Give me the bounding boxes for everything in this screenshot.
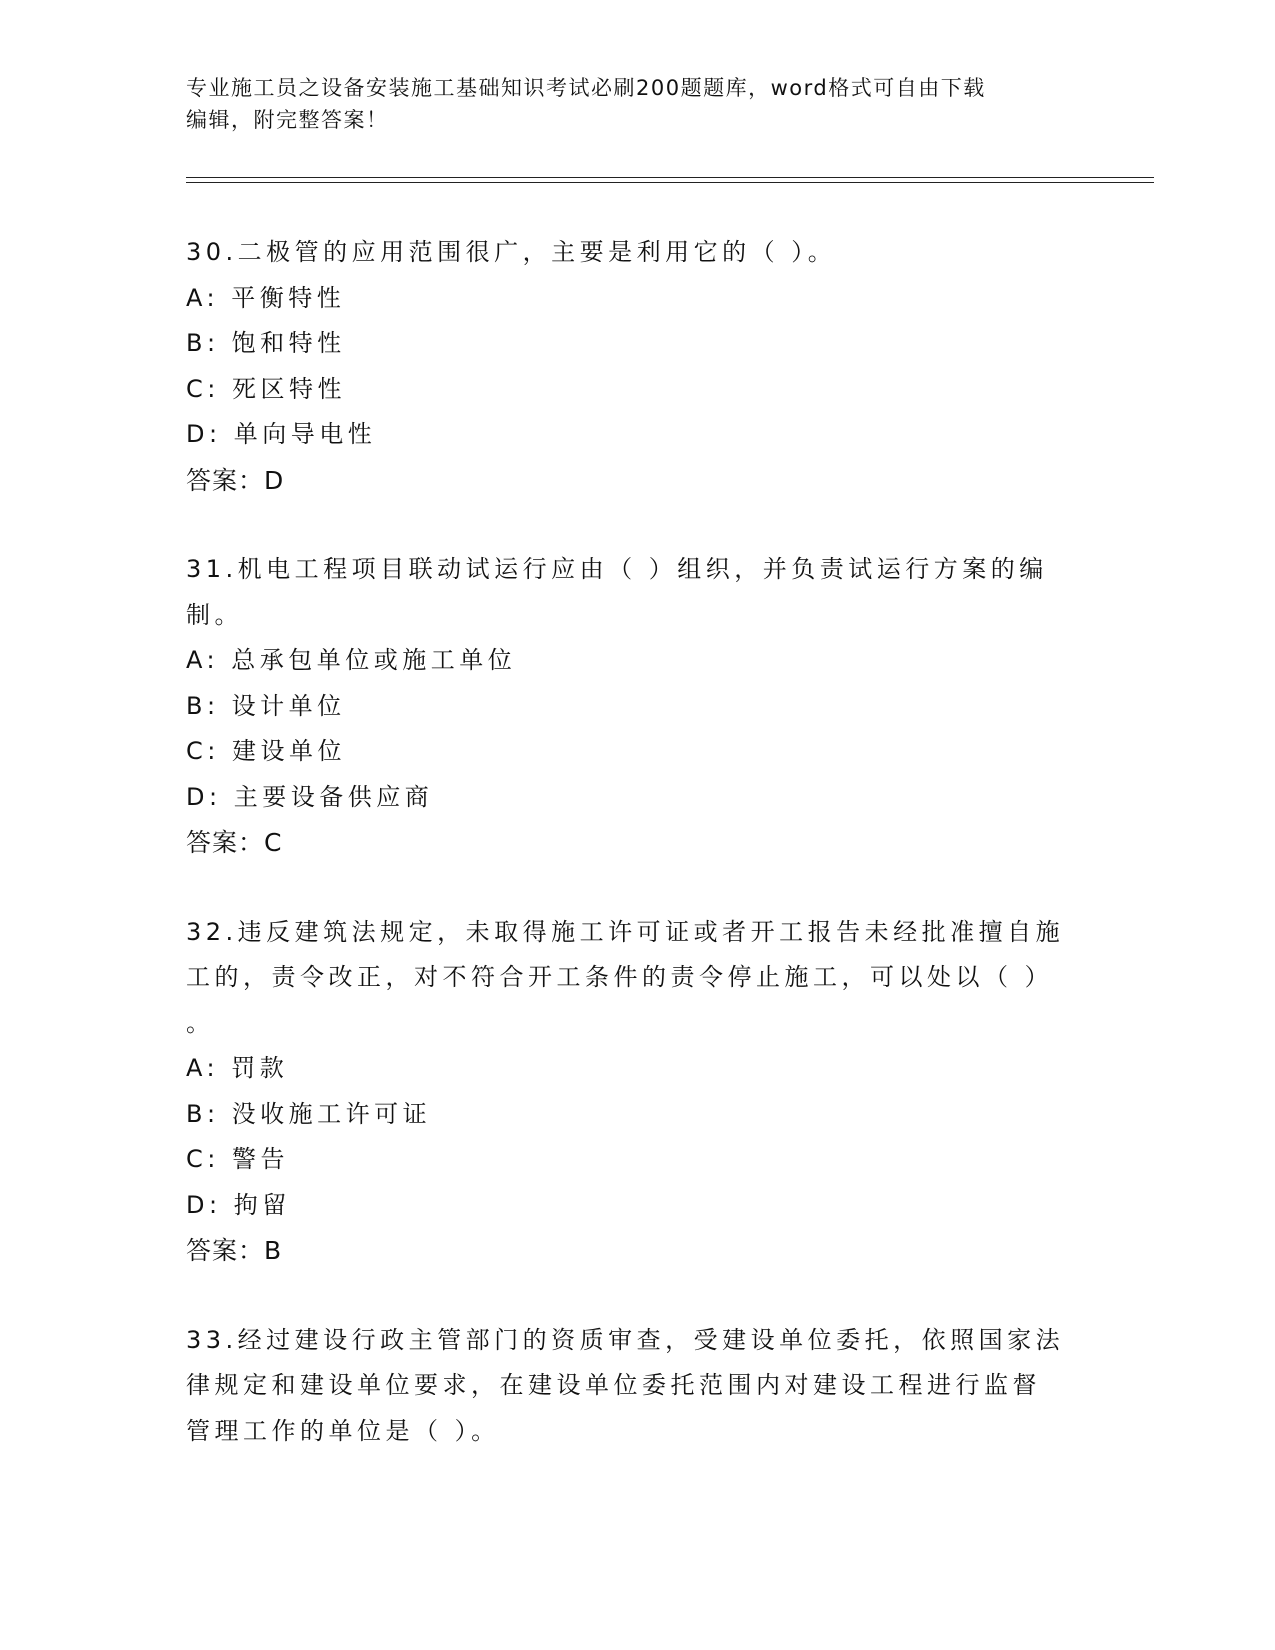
option-c: C: 死区特性: [186, 374, 346, 403]
question-stem-line: 制。: [186, 600, 243, 629]
question-stem-line: 33.经过建设行政主管部门的资质审查，受建设单位委托，依照国家法: [186, 1325, 1065, 1354]
document-header: [186, 72, 1066, 136]
question-stem-line: 32.违反建筑法规定，未取得施工许可证或者开工报告未经批准擅自施: [186, 917, 1065, 946]
answer-line: 答案：D: [186, 465, 285, 495]
option-c: C: 警告: [186, 1145, 289, 1173]
header-line-2: 编辑，附完整答案！: [186, 108, 389, 132]
question-33: [186, 1318, 1086, 1455]
question-stem-line: 管理工作的单位是（ ）。: [186, 1416, 500, 1445]
question-stem-line: 律规定和建设单位要求，在建设单位委托范围内对建设工程进行监督: [186, 1371, 1041, 1399]
question-30: [186, 230, 1086, 503]
question-31: [186, 547, 1086, 866]
question-list: [186, 230, 1086, 1498]
option-b: B: 设计单位: [186, 691, 346, 720]
header-line-1: 专业施工员之设备安装施工基础知识考试必刷200题题库，word格式可自由下载: [186, 76, 986, 100]
option-a: A: 总承包单位或施工单位: [186, 646, 517, 674]
option-b: B: 饱和特性: [186, 329, 346, 357]
option-a: A: 平衡特性: [186, 283, 346, 312]
option-d: D: 拘留: [186, 1190, 291, 1219]
option-d: D: 主要设备供应商: [186, 782, 434, 811]
header-divider-bottom: [186, 182, 1154, 183]
question-stem-line: 。: [186, 1008, 215, 1037]
option-a: A: 罚款: [186, 1054, 289, 1082]
option-c: C: 建设单位: [186, 737, 346, 765]
question-stem-line: 31.机电工程项目联动试运行应由（ ）组织，并负责试运行方案的编: [186, 555, 1048, 583]
header-divider-top: [186, 177, 1154, 178]
question-stem-line: 工的，责令改正，对不符合开工条件的责令停止施工，可以处以（ ）: [186, 963, 1054, 991]
answer-line: 答案：C: [186, 828, 283, 857]
answer-line: 答案：B: [186, 1236, 283, 1265]
question-stem-line: 30.二极管的应用范围很广，主要是利用它的（ ）。: [186, 238, 837, 266]
question-32: [186, 910, 1086, 1274]
option-d: D: 单向导电性: [186, 420, 377, 448]
option-b: B: 没收施工许可证: [186, 1099, 432, 1128]
